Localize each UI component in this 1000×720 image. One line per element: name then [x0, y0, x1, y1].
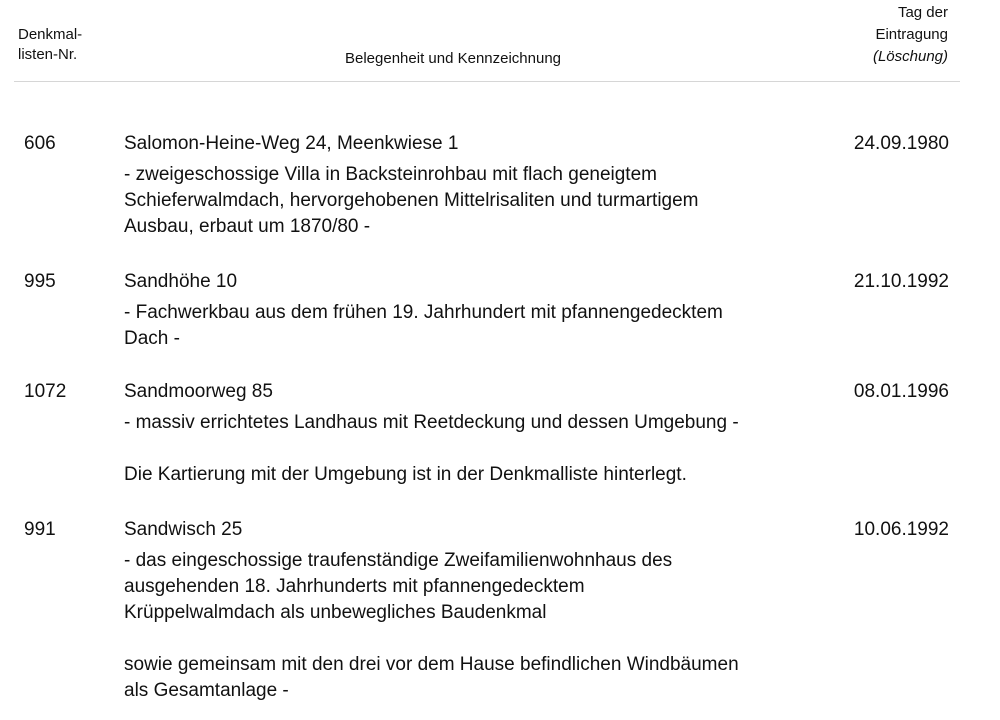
- monument-list: [0, 128, 1000, 714]
- entry-paragraph: Die Kartierung mit der Umgebung ist in der Denkmalliste hinterlegt.: [124, 464, 687, 485]
- table-header: [0, 0, 1000, 82]
- entry-address: Salomon-Heine-Weg 24, Meenkwiese 1: [124, 133, 459, 154]
- monument-entry: [0, 514, 1000, 714]
- monument-entry: [0, 376, 1000, 514]
- entry-list-number: 995: [24, 271, 56, 292]
- entry-address: Sandmoorweg 85: [124, 381, 273, 402]
- entry-address: Sandhöhe 10: [124, 271, 238, 292]
- entry-list-number: 1072: [24, 381, 67, 402]
- entry-list-number: 991: [24, 519, 56, 540]
- column-header-list-number: [18, 25, 138, 65]
- entry-date: 24.09.1980: [853, 133, 949, 154]
- column-header-list-number-line1: Denkmal-: [18, 26, 83, 43]
- column-header-entry-date-line1: Tag der: [897, 4, 948, 21]
- entry-description: [124, 376, 844, 488]
- column-header-entry-date-line2: Eintragung: [875, 26, 948, 43]
- entry-paragraph: - das eingeschossige traufenständige Zweifamilienwohnhaus des ausgehenden 18. Jahrhunderts mit pfannengedecktem Krüppelwalmdach als unbewegliches Baudenkmal: [124, 550, 673, 623]
- entry-date: 21.10.1992: [853, 271, 949, 292]
- entry-description: [124, 266, 844, 352]
- entry-list-number: 606: [24, 133, 56, 154]
- entry-paragraph: sowie gemeinsam mit den drei vor dem Hause befindlichen Windbäumen als Gesamtanlage -: [124, 654, 739, 701]
- entry-address: Sandwisch 25: [124, 519, 243, 540]
- column-header-list-number-line2: listen-Nr.: [18, 46, 78, 63]
- entry-description: [124, 514, 844, 704]
- entry-paragraph: - massiv errichtetes Landhaus mit Reetdeckung und dessen Umgebung -: [124, 412, 739, 433]
- monument-entry: [0, 266, 1000, 376]
- column-header-description: Belegenheit und Kennzeichnung: [345, 50, 562, 67]
- header-divider: [14, 81, 960, 82]
- monument-entry: [0, 128, 1000, 266]
- column-header-entry-date: [788, 2, 948, 68]
- entry-date: 10.06.1992: [853, 519, 949, 540]
- entry-description: [124, 128, 844, 240]
- column-header-deletion-label: (Löschung): [872, 48, 948, 65]
- entry-date: 08.01.1996: [853, 381, 949, 402]
- entry-paragraph: - zweigeschossige Villa in Backsteinrohbau mit flach geneigtem Schieferwalmdach, hervorgehobenen Mittelrisaliten und turmartigem Ausbau, erbaut um 1870/80 -: [124, 164, 699, 237]
- entry-paragraph: - Fachwerkbau aus dem frühen 19. Jahrhundert mit pfannengedecktem Dach -: [124, 302, 723, 349]
